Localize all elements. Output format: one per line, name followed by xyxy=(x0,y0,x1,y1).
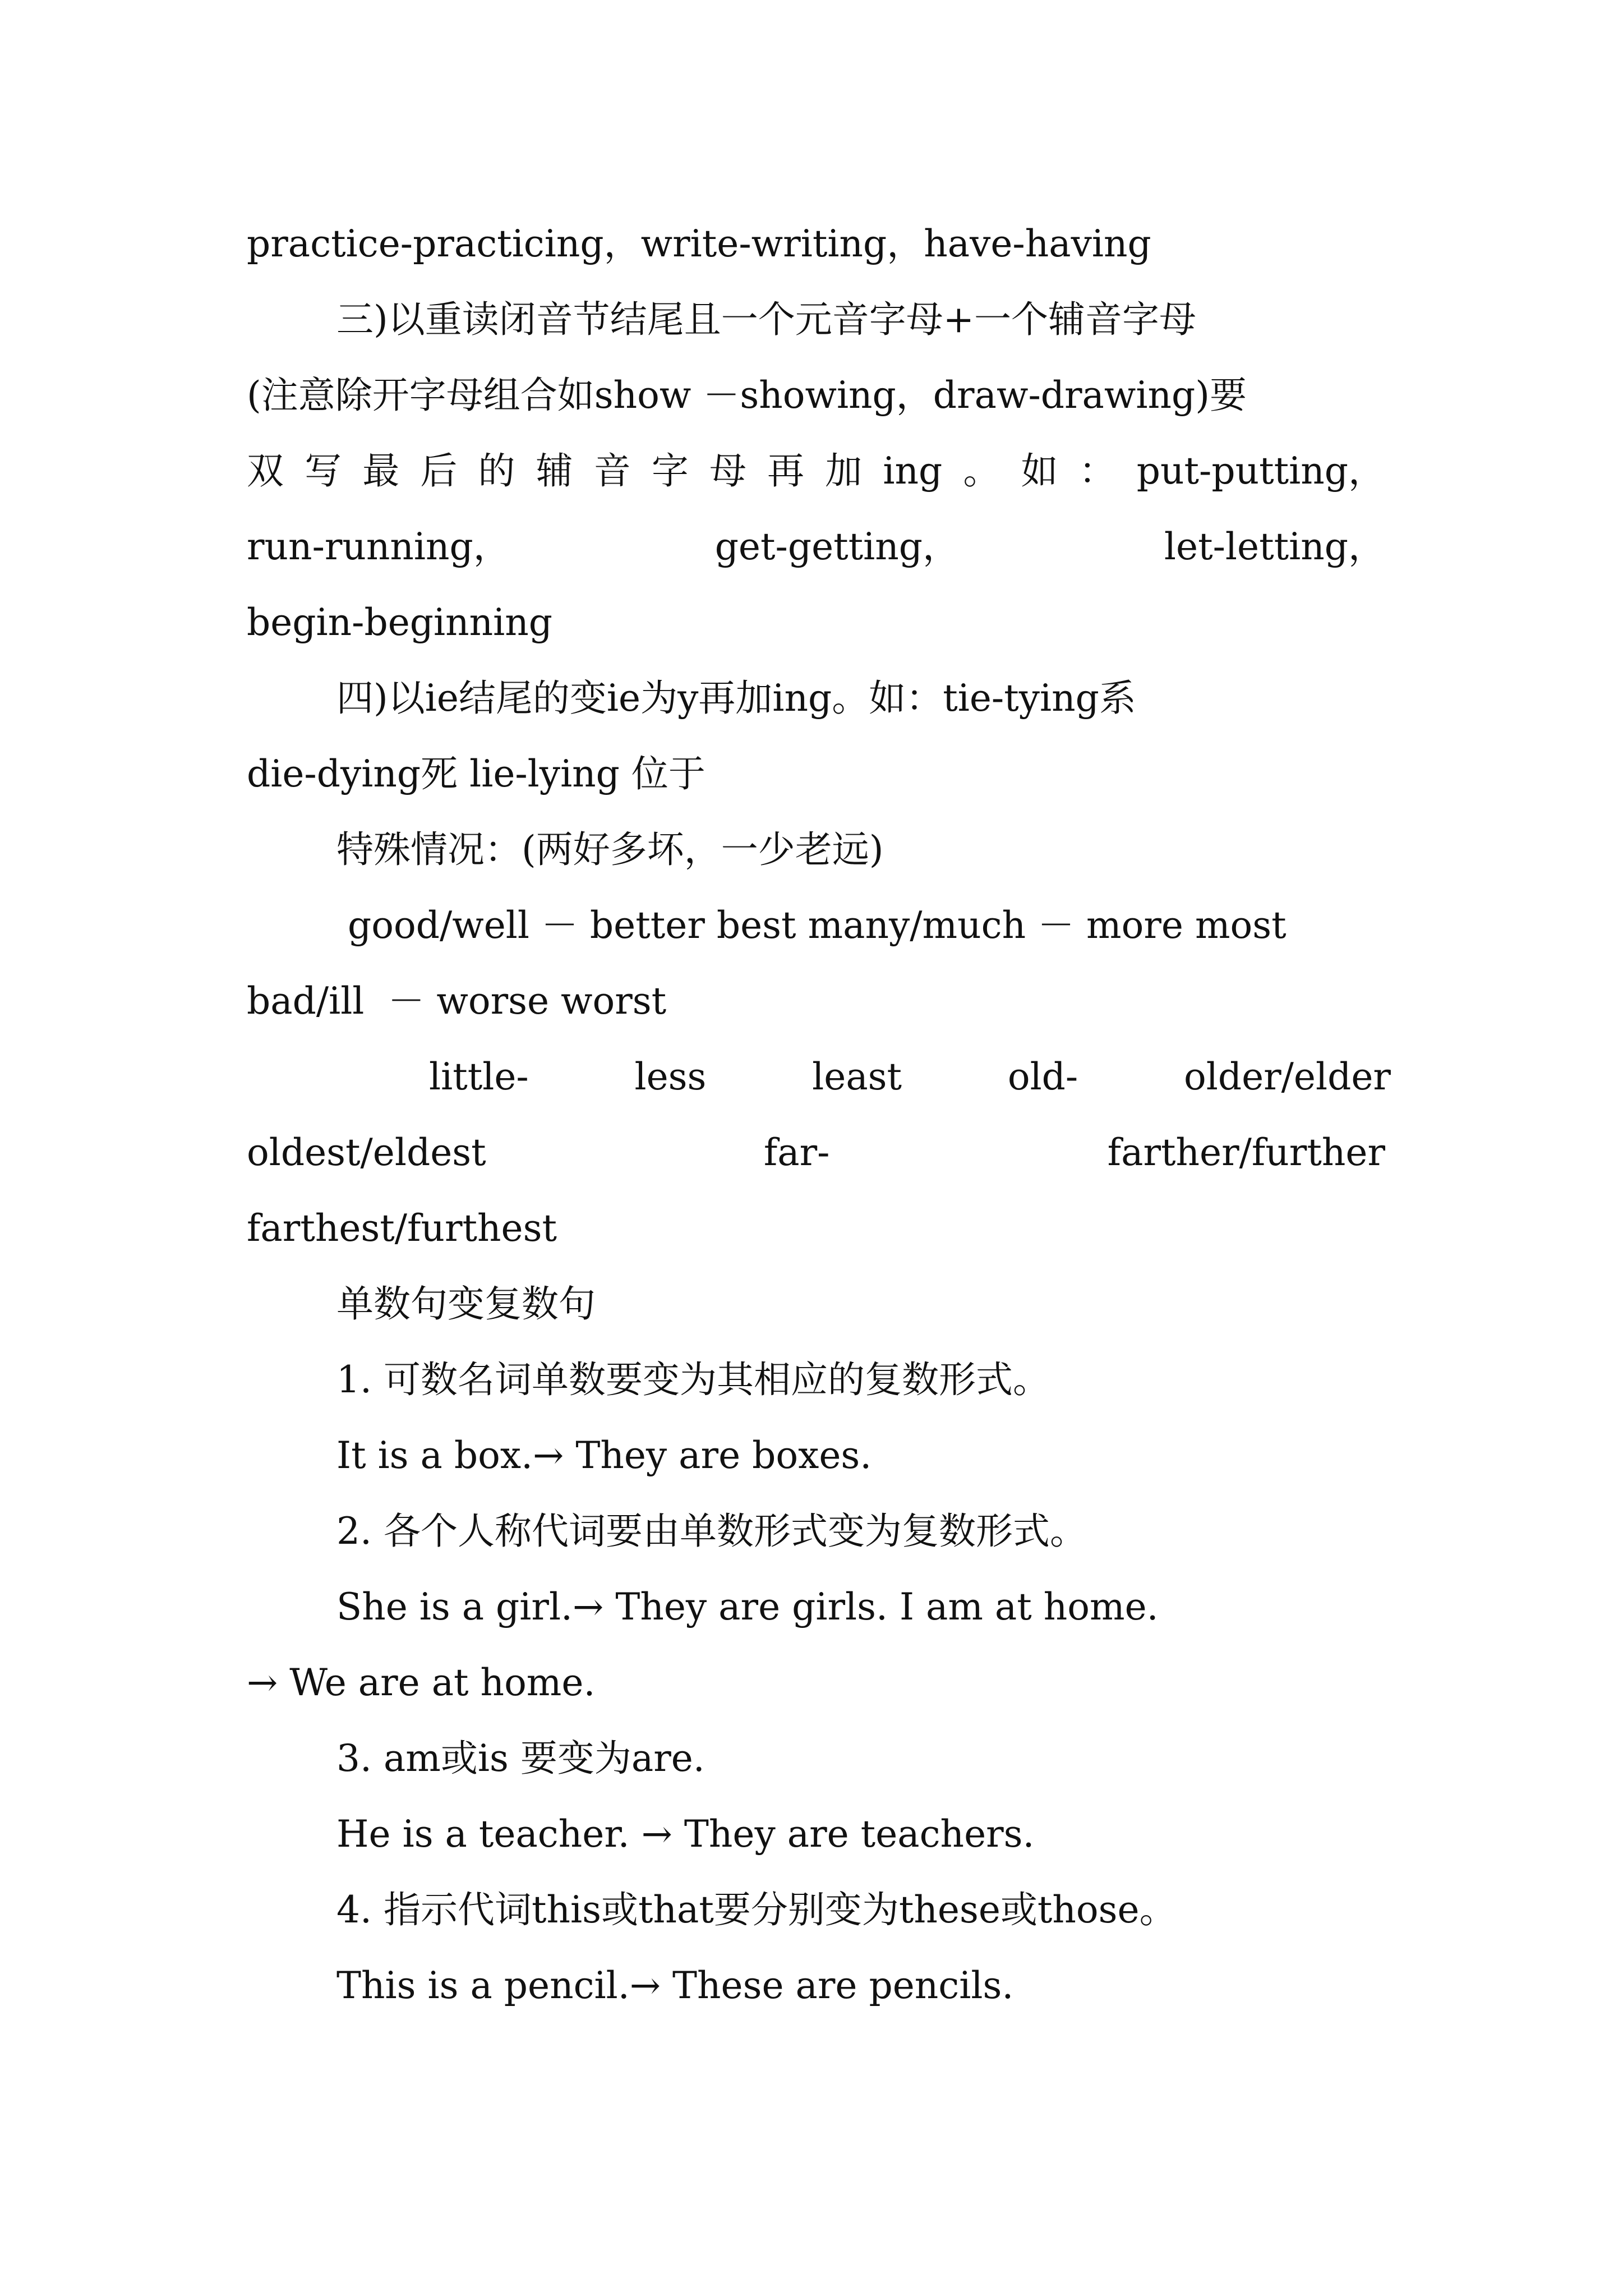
word: ： xyxy=(1078,449,1116,493)
section-heading: 单数句变复数句 xyxy=(336,1282,596,1326)
text-line: 特殊情况：(两好多坏，一少老远) xyxy=(336,828,884,871)
word: ing xyxy=(883,449,943,493)
word: 加 xyxy=(825,449,863,493)
rule-item: 1. 可数名词单数要变为其相应的复数形式。 xyxy=(336,1358,1050,1401)
justified-text-line xyxy=(247,443,1385,499)
text-line: farthest/furthest xyxy=(247,1207,557,1250)
word: 母 xyxy=(709,449,746,493)
word: old- xyxy=(1007,1055,1078,1098)
example-line: He is a teacher. → They are teachers. xyxy=(336,1812,1035,1856)
text-line: begin-beginning xyxy=(247,601,553,644)
word: little- xyxy=(429,1055,529,1098)
justified-text-line xyxy=(429,1049,1391,1105)
word: farther/further xyxy=(1107,1131,1385,1174)
word: put-putting， xyxy=(1136,449,1385,493)
text-line: die-dying死 lie-lying 位于 xyxy=(247,752,706,795)
text-line: practice-practicing，write-writing，have-having xyxy=(247,222,1151,265)
word: 写 xyxy=(305,449,342,493)
word: oldest/eldest xyxy=(247,1131,486,1174)
rule-item: 3. am或is 要变为are. xyxy=(336,1737,705,1780)
word: far- xyxy=(763,1131,830,1174)
word: less xyxy=(634,1055,707,1098)
word: 字 xyxy=(651,449,689,493)
example-line: It is a box.→ They are boxes. xyxy=(336,1434,872,1477)
rule-item: 2. 各个人称代词要由单数形式变为复数形式。 xyxy=(336,1510,1087,1553)
example-line: This is a pencil.→ These are pencils. xyxy=(336,1964,1014,2007)
word: 音 xyxy=(593,449,631,493)
word: 双 xyxy=(247,449,284,493)
text-line: 三)以重读闭音节结尾且一个元音字母+一个辅音字母 xyxy=(336,298,1197,341)
justified-text-line xyxy=(247,1125,1385,1181)
text-line: bad/ill － worse worst xyxy=(247,979,667,1023)
word: 如 xyxy=(1021,449,1058,493)
example-line: She is a girl.→ They are girls. I am at home. xyxy=(336,1585,1159,1628)
word: run-running， xyxy=(247,525,510,568)
rule-item: 4. 指示代词this或that要分别变为these或those。 xyxy=(336,1888,1177,1931)
word: 的 xyxy=(478,449,515,493)
word: 最 xyxy=(362,449,400,493)
text-line: (注意除开字母组合如show －showing，draw-drawing)要 xyxy=(247,374,1247,417)
word: let-letting， xyxy=(1164,525,1385,568)
text-line: good/well － better best many/much － more most xyxy=(348,904,1287,947)
justified-text-line xyxy=(247,519,1385,575)
word: 后 xyxy=(420,449,458,493)
word: 再 xyxy=(767,449,805,493)
example-line: → We are at home. xyxy=(247,1661,596,1704)
text-line: 四)以ie结尾的变ie为y再加ing。如：tie-tying系 xyxy=(336,677,1136,720)
word: get-getting， xyxy=(714,525,960,568)
word: older/elder xyxy=(1183,1055,1391,1098)
word: least xyxy=(812,1055,902,1098)
word: 辅 xyxy=(536,449,573,493)
word: 。 xyxy=(963,449,1000,493)
